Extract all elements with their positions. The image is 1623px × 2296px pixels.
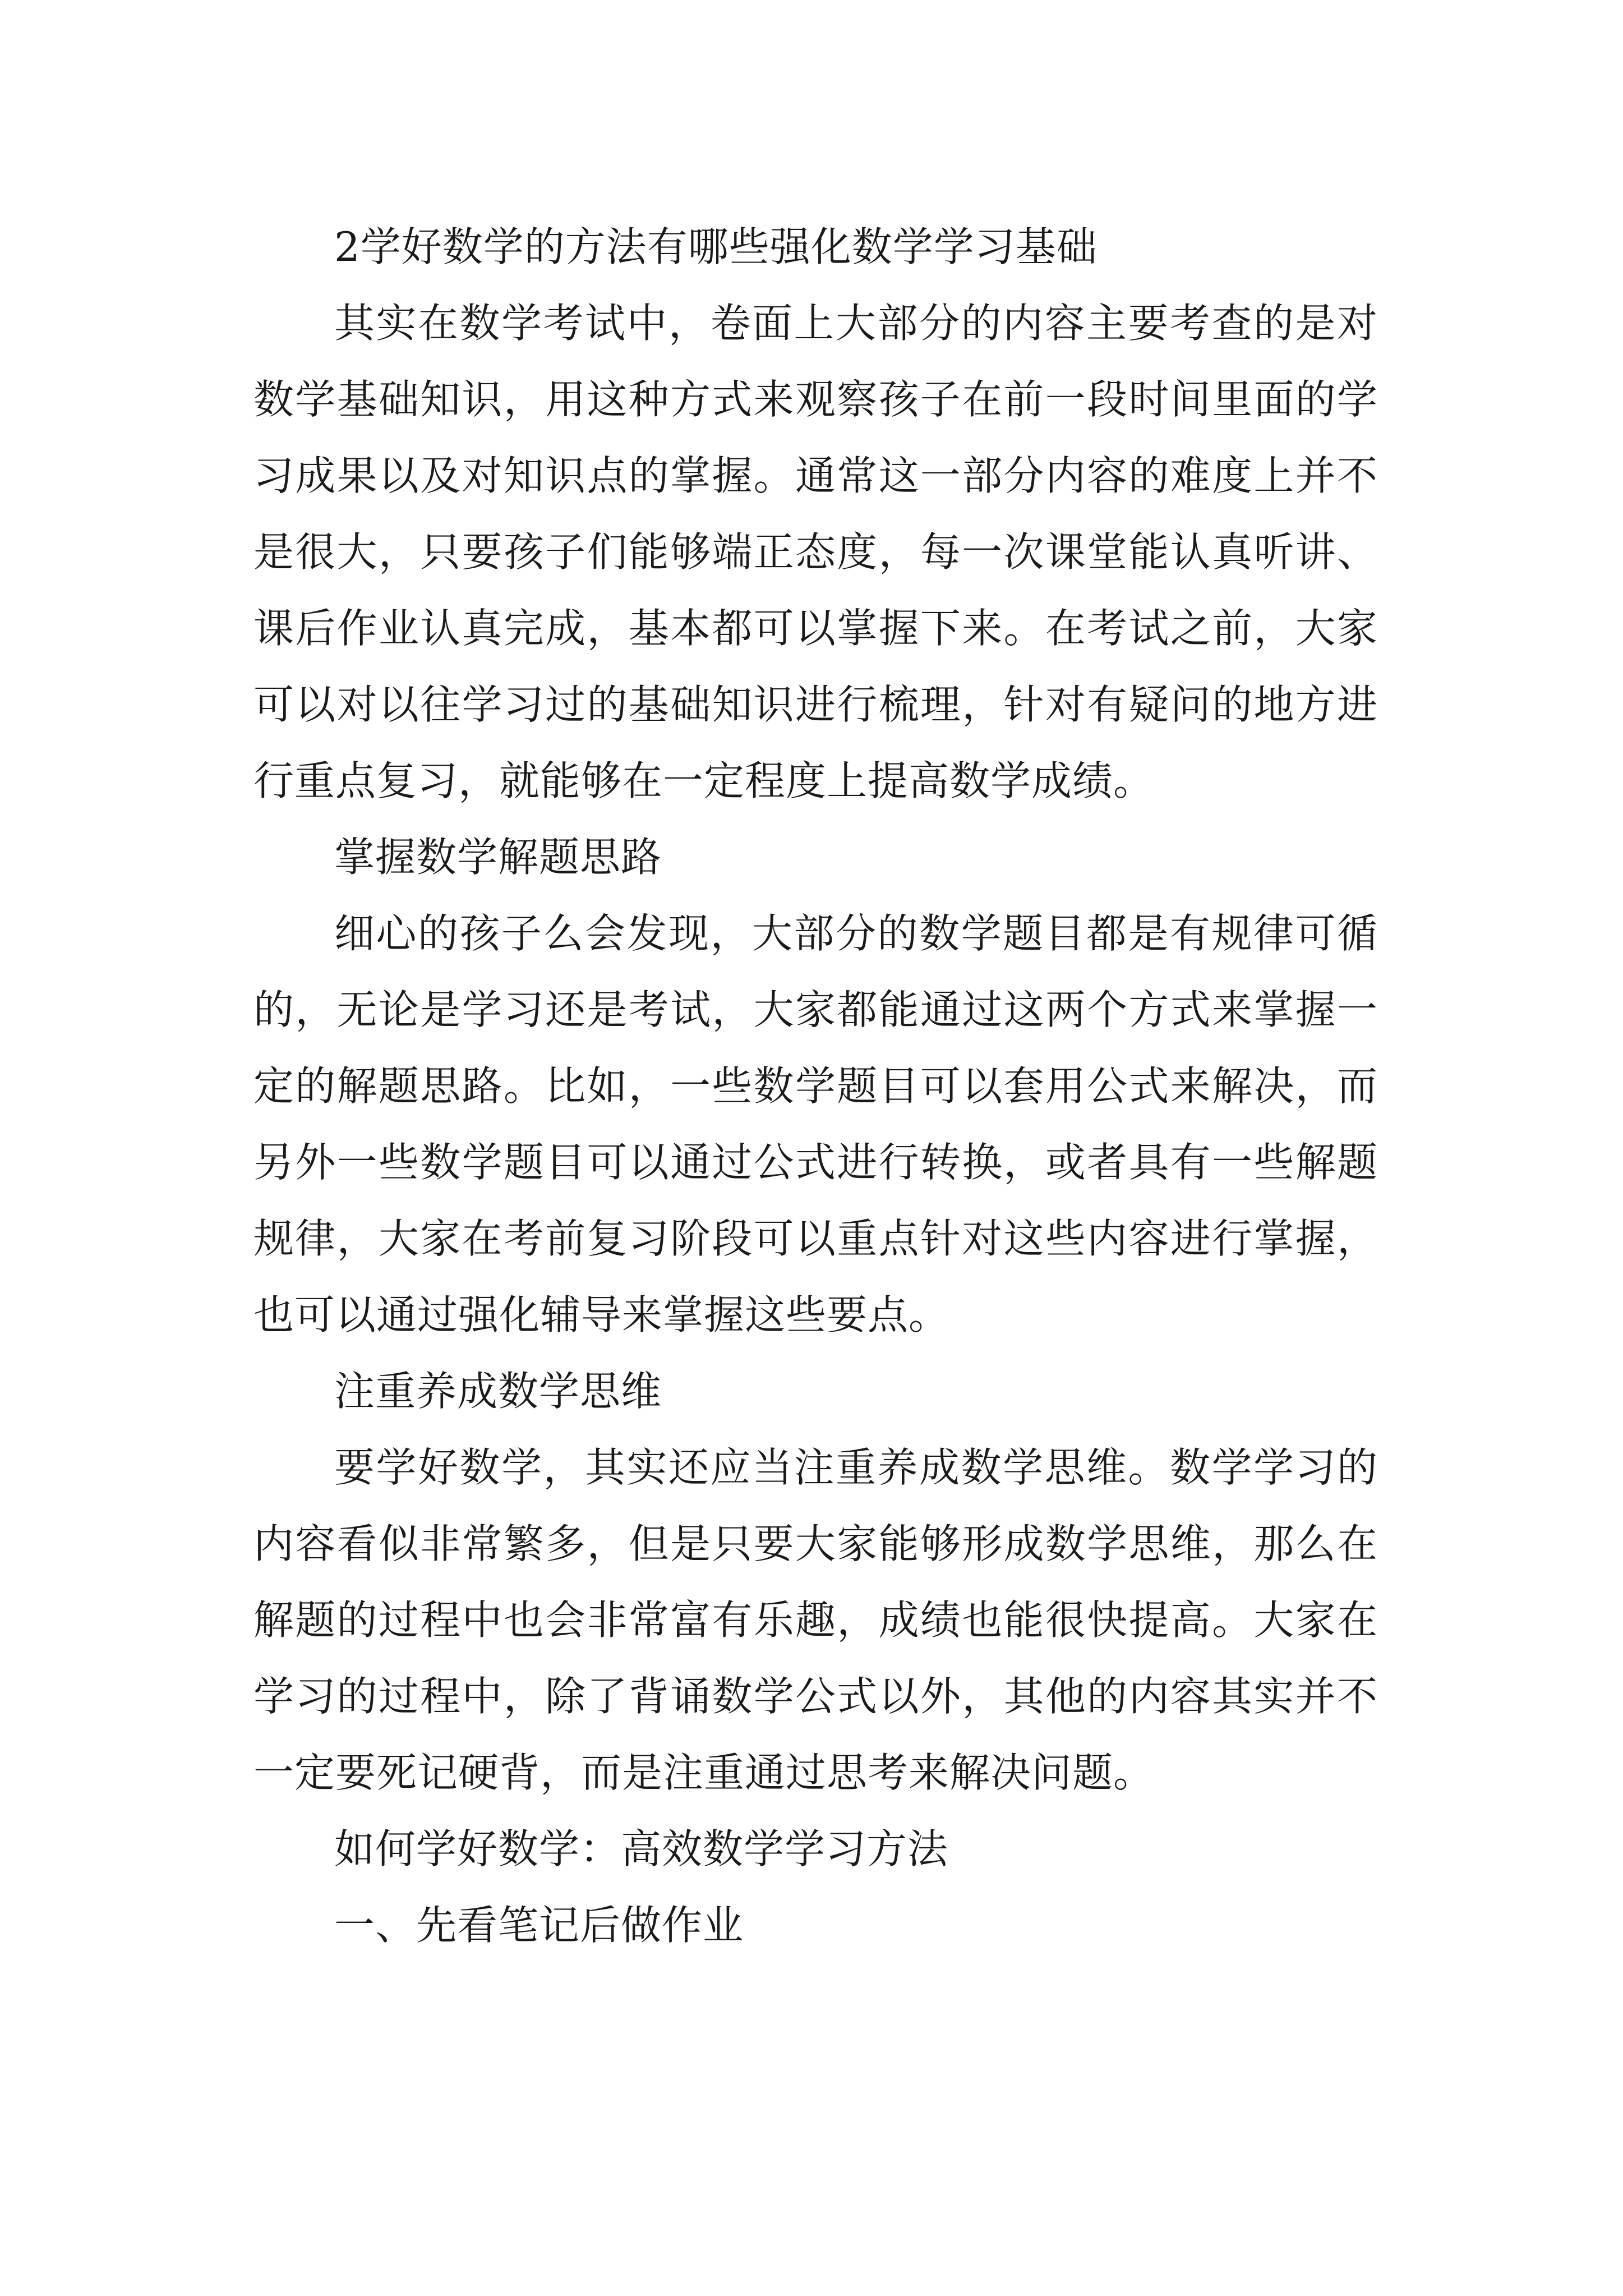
section-heading: 如何学好数学：高效数学学习方法 [334, 1825, 949, 1872]
section-heading: 掌握数学解题思路 [334, 834, 662, 881]
body-paragraph: 要学好数学，其实还应当注重养成数学思维。数学学习的内容看似非常繁多，但是只要大家能够形成数学思维，那么在解题的过程中也会非常富有乐趣，成绩也能很快提高。大家在学习的过程中，除了背诵数学公式以外，其他的内容其实并不一定要死记硬背，而是注重通过思考来解决问题。 [253, 1444, 1378, 1796]
section-heading: 注重养成数学思维 [334, 1368, 662, 1415]
body-paragraph: 细心的孩子么会发现，大部分的数学题目都是有规律可循的，无论是学习还是考试，大家都能通过这两个方式来掌握一定的解题思路。比如，一些数学题目可以套用公式来解决，而另外一些数学题目可以通过公式进行转换，或者具有一些解题规律，大家在考前复习阶段可以重点针对这些内容进行掌握，也可以通过强化辅导来掌握这些要点。 [253, 910, 1378, 1338]
section-heading: 2学好数学的方法有哪些强化数学学习基础 [334, 223, 1098, 270]
document-body [253, 209, 1378, 1963]
body-paragraph: 其实在数学考试中，卷面上大部分的内容主要考查的是对数学基础知识，用这种方式来观察孩子在前一段时间里面的学习成果以及对知识点的掌握。通常这一部分内容的难度上并不是很大，只要孩子们能够端正态度，每一次课堂能认真听讲、课后作业认真完成，基本都可以掌握下来。在考试之前，大家可以对以往学习过的基础知识进行梳理，针对有疑问的地方进行重点复习，就能够在一定程度上提高数学成绩。 [253, 300, 1378, 804]
section-heading: 一、先看笔记后做作业 [334, 1902, 744, 1949]
